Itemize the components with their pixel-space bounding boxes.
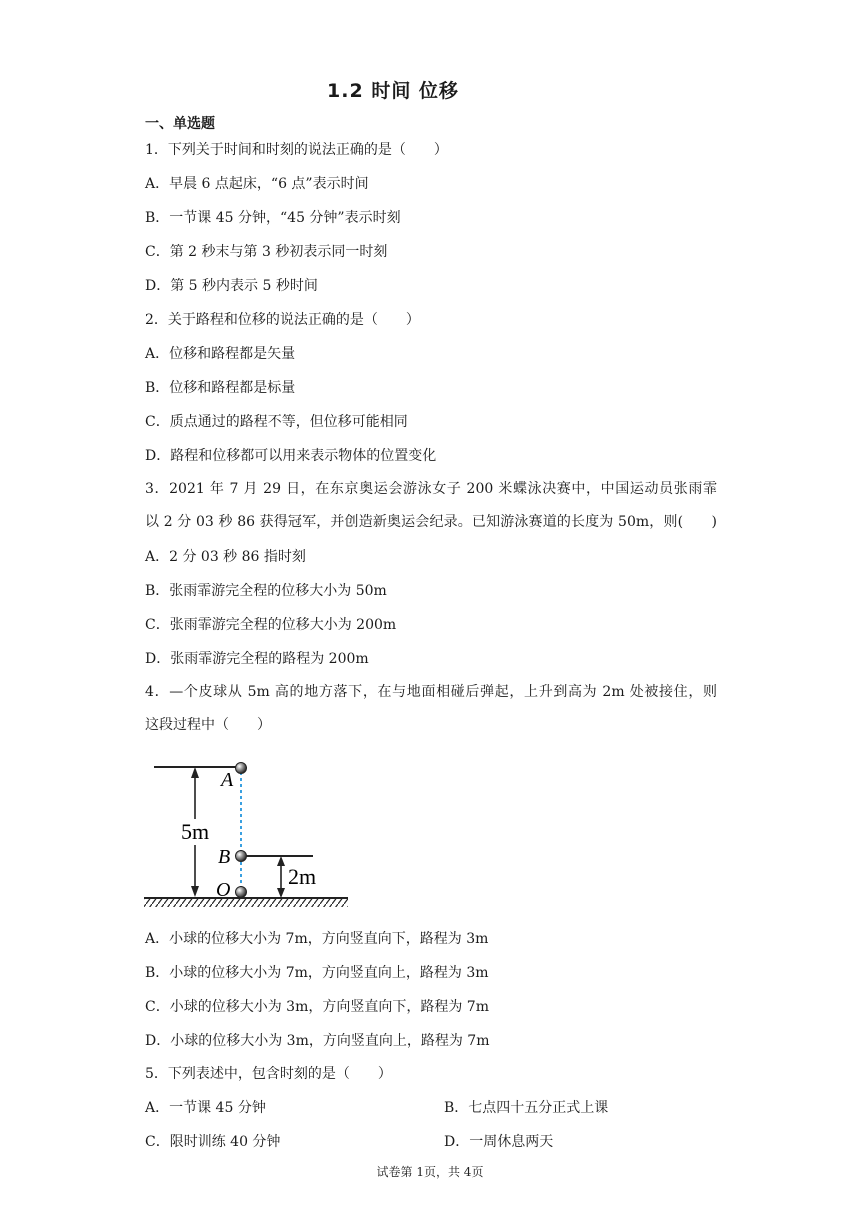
question-3-option-d: D．张雨霏游完全程的路程为 200m (145, 651, 369, 667)
question-2-option-b: B．位移和路程都是标量 (145, 380, 296, 396)
ball-at-a (236, 763, 247, 774)
page-footer: 试卷第 1页，共 4页 (376, 1165, 484, 1179)
question-1-option-a: A．早晨 6 点起床，“6 点”表示时间 (145, 176, 369, 192)
arrow-2m-head-up (277, 856, 285, 866)
question-4-stem-line-1: 4．—个皮球从 5m 高的地方落下，在与地面相碰后弹起，上升到高为 2m 处被接住，则 (145, 684, 717, 700)
question-2-option-c: C．质点通过的路程不等，但位移可能相同 (145, 414, 408, 430)
question-5-option-c: C．限时训练 40 分钟 (145, 1134, 281, 1150)
question-1-stem: 1．下列关于时间和时刻的说法正确的是（ ） (145, 142, 448, 158)
label-2m: 2m (288, 864, 317, 889)
question-4-option-b: B．小球的位移大小为 7m，方向竖直向上，路程为 3m (145, 965, 489, 981)
ball-bounce-figure (140, 752, 360, 912)
question-5-option-d: D．一周休息两天 (444, 1134, 554, 1150)
question-3-option-a: A．2 分 03 秒 86 指时刻 (145, 549, 306, 565)
ball-at-o (236, 887, 247, 898)
question-4-option-c: C．小球的位移大小为 3m，方向竖直向下，路程为 7m (145, 999, 489, 1015)
question-3-option-b: B．张雨霏游完全程的位移大小为 50m (145, 583, 387, 599)
question-5-option-b: B．七点四十五分正式上课 (444, 1100, 609, 1116)
question-1-option-c: C．第 2 秒末与第 3 秒初表示同一时刻 (145, 244, 388, 260)
question-2-stem: 2．关于路程和位移的说法正确的是（ ） (145, 312, 420, 328)
label-5m: 5m (180, 819, 210, 844)
question-3-stem-line-2: 以 2 分 03 秒 86 获得冠军，并创造新奥运会纪录。已知游泳赛道的长度为 50m，则( ) (145, 514, 717, 530)
question-4-stem-line-2: 这段过程中（ ） (145, 717, 271, 733)
arrow-5m-head-down (191, 886, 199, 897)
question-2-option-d: D．路程和位移都可以用来表示物体的位置变化 (145, 448, 437, 464)
question-4-option-a: A．小球的位移大小为 7m，方向竖直向下，路程为 3m (145, 931, 489, 947)
question-2-option-a: A．位移和路程都是矢量 (145, 346, 296, 362)
question-4-option-d: D．小球的位移大小为 3m，方向竖直向上，路程为 7m (145, 1033, 490, 1049)
arrow-5m-head-up (191, 767, 199, 778)
label-point-a: A (221, 769, 234, 791)
question-5-stem: 5．下列表述中，包含时刻的是（ ） (145, 1066, 392, 1082)
question-3-option-c: C．张雨霏游完全程的位移大小为 200m (145, 617, 397, 633)
ball-at-b (236, 851, 247, 862)
page-title: 1.2 时间 位移 (327, 80, 459, 102)
label-point-b: B (218, 846, 231, 868)
label-point-o: O (216, 879, 231, 901)
question-1-option-d: D．第 5 秒内表示 5 秒时间 (145, 278, 318, 294)
ground-hatch (144, 899, 348, 907)
question-3-stem-line-1: 3．2021 年 7 月 29 日，在东京奥运会游泳女子 200 米蝶泳决赛中，中国运动员张雨霏 (145, 481, 717, 497)
question-5-option-a: A．一节课 45 分钟 (145, 1100, 266, 1116)
arrow-2m-head-down (277, 888, 285, 898)
section-heading: 一、单选题 (145, 116, 215, 132)
question-1-option-b: B．一节课 45 分钟，“45 分钟”表示时刻 (145, 210, 401, 226)
